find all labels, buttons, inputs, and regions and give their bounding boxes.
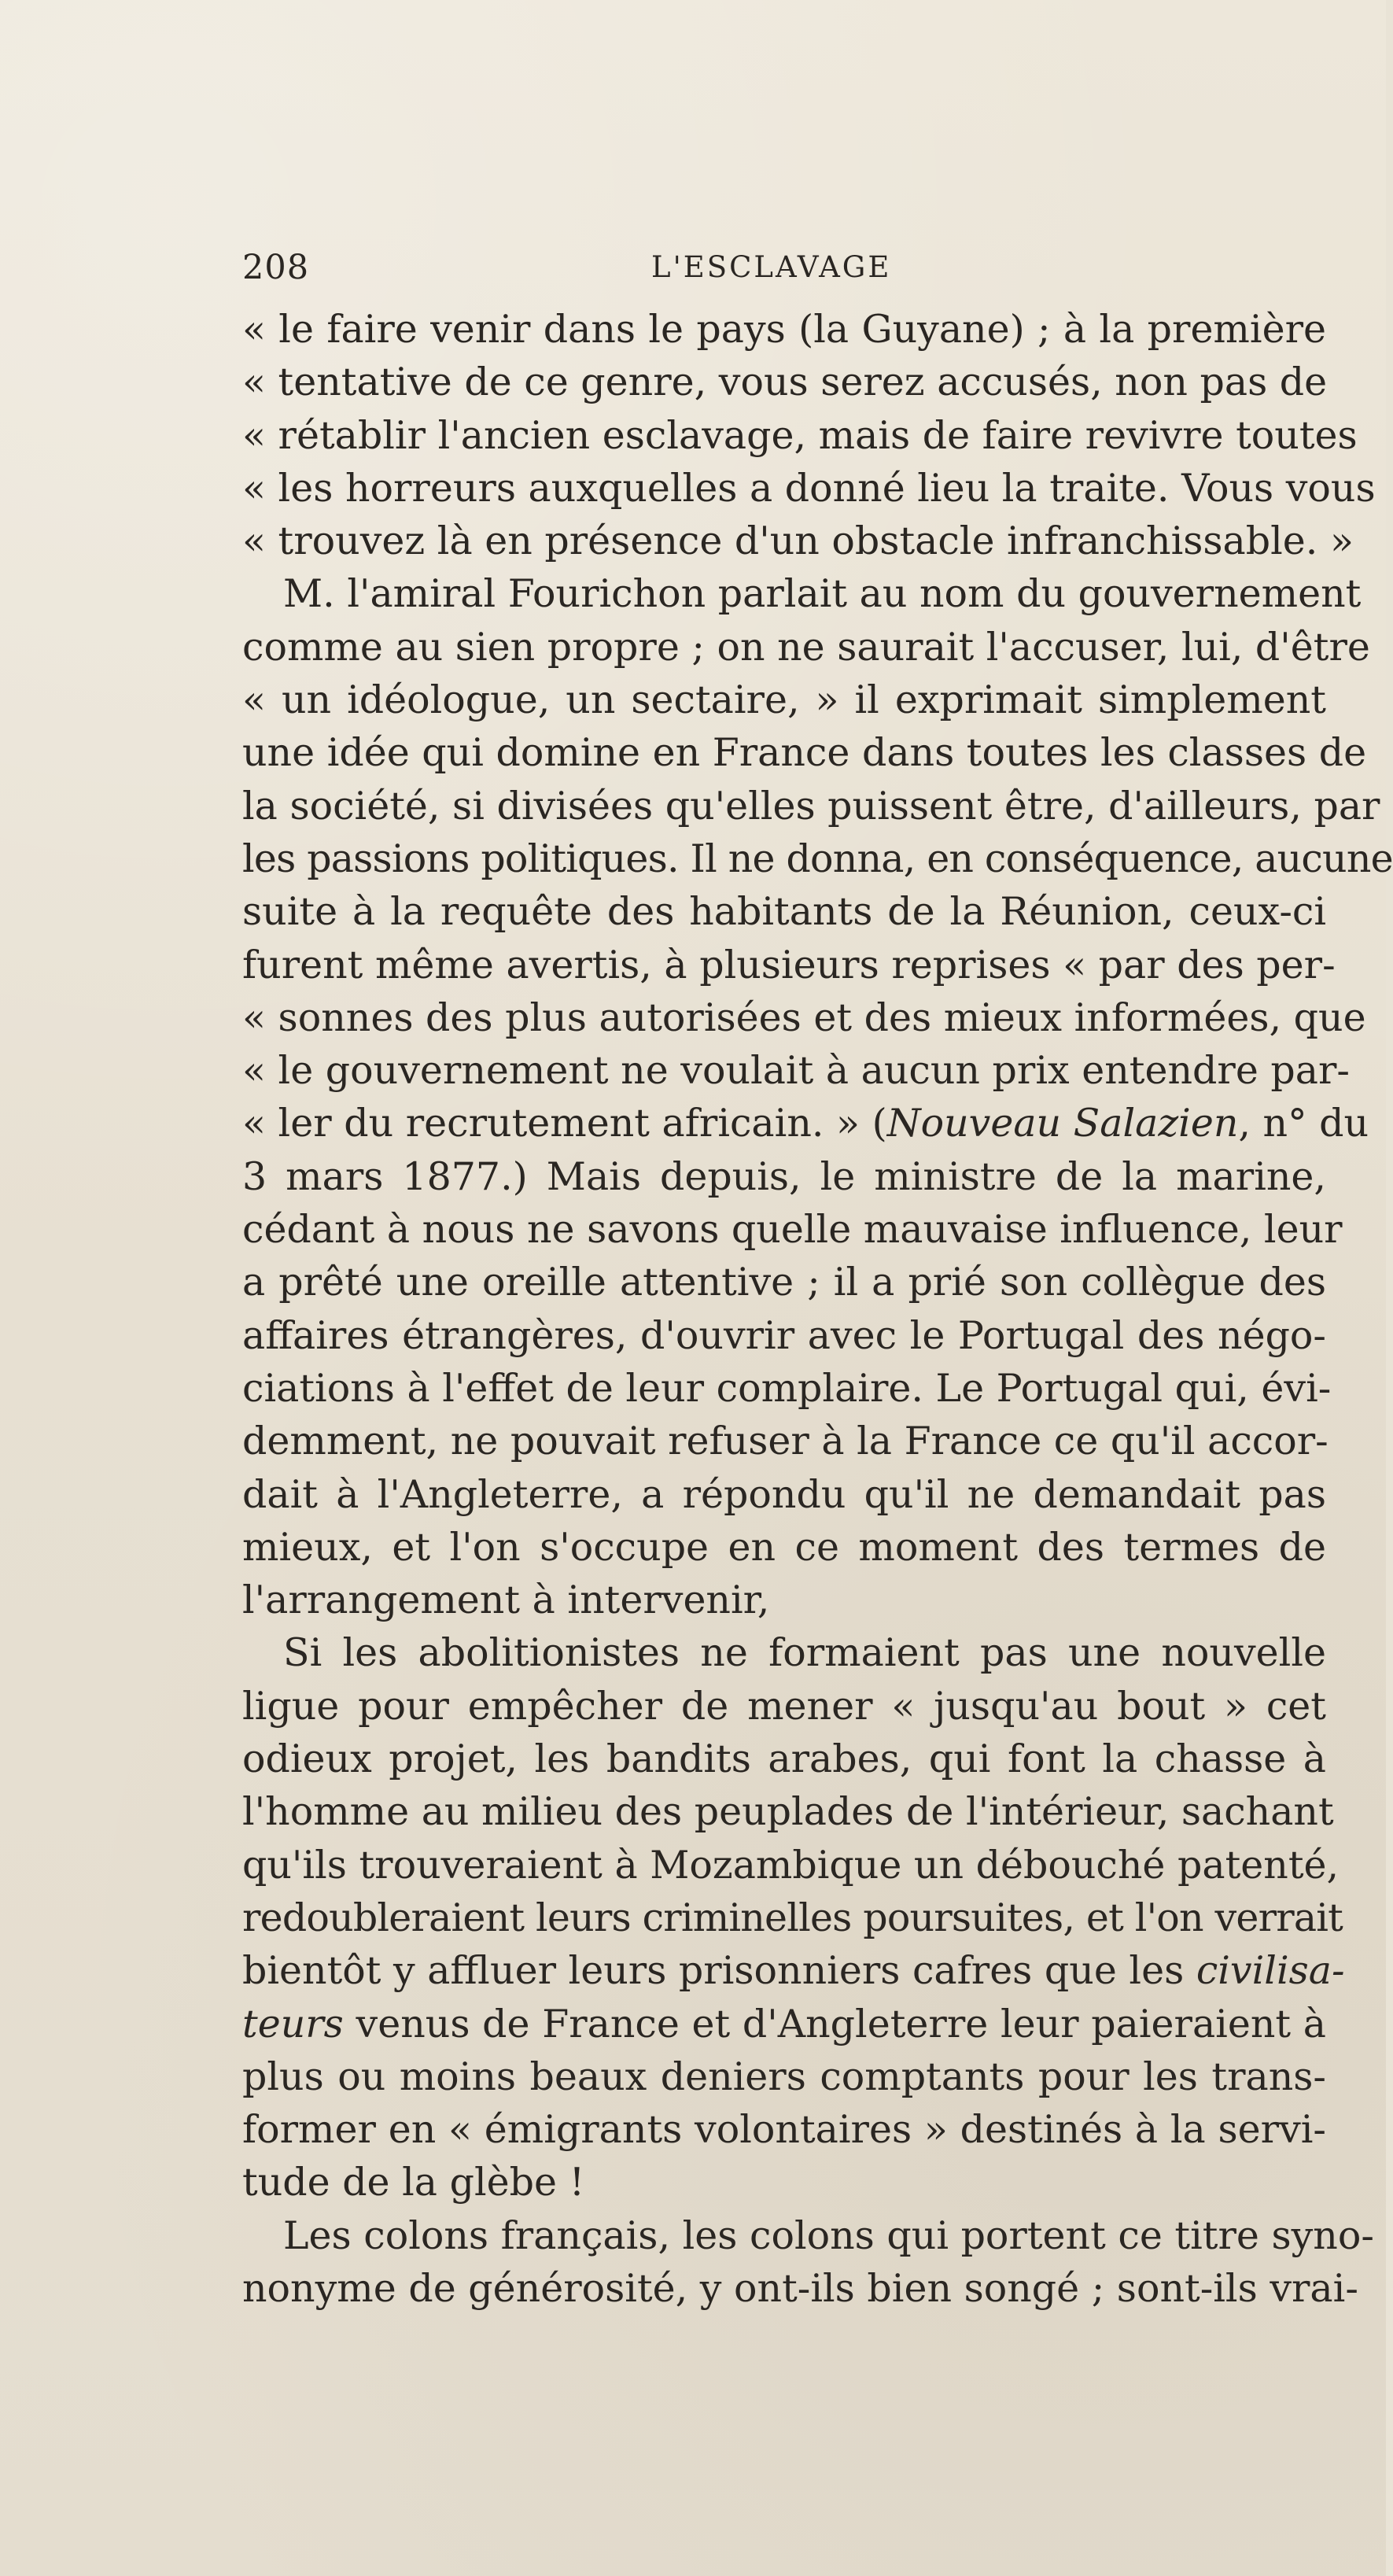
text-segment: « ler du recrutement africain. » ( — [242, 1101, 887, 1146]
text-line: furent même avertis, à plusieurs reprises « par des per- — [242, 942, 1336, 987]
page-body — [242, 303, 1393, 2315]
text-line: suite à la requête des habitants de la Réunion, ceux-ci — [242, 889, 1326, 935]
text-line-with-italic — [242, 1097, 1369, 1150]
text-line: « rétablir l'ancien esclavage, mais de faire revivre toutes — [242, 412, 1358, 458]
text-segment: bientôt y affluer leurs prisonniers cafres que les — [242, 1948, 1196, 1994]
text-line: a prêté une oreille attentive ; il a prié son collègue des — [242, 1260, 1326, 1305]
text-line: Si les abolitionistes ne formaient pas une nouvelle — [283, 1630, 1326, 1676]
text-line: Les colons français, les colons qui portent ce titre syno- — [283, 2212, 1374, 2258]
text-line: l'homme au milieu des peuplades de l'intérieur, sachant — [242, 1789, 1334, 1835]
text-line-with-italic — [242, 1998, 1326, 2050]
running-head: L'ESCLAVAGE — [651, 250, 892, 284]
italic-title: Nouveau Salazien — [886, 1101, 1239, 1146]
text-line: comme au sien propre ; on ne saurait l'accuser, lui, d'être — [242, 624, 1370, 670]
text-line: 3 mars 1877.) Mais depuis, le ministre de la marine, — [242, 1153, 1326, 1199]
text-line: « un idéologue, un sectaire, » il exprimait simplement — [242, 677, 1326, 723]
italic-word: civilisa- — [1196, 1948, 1345, 1994]
text-line: tude de la glèbe ! — [242, 2160, 585, 2205]
text-line: former en « émigrants volontaires » destinés à la servi- — [242, 2107, 1326, 2153]
text-line: la société, si divisées qu'elles puissent être, d'ailleurs, par — [242, 783, 1380, 829]
text-line-with-italic — [242, 1944, 1345, 1997]
text-line: « sonnes des plus autorisées et des mieux informées, que — [242, 995, 1366, 1040]
text-line: ligue pour empêcher de mener « jusqu'au bout » cet — [242, 1683, 1326, 1729]
text-line: odieux projet, les bandits arabes, qui font la chasse à — [242, 1736, 1326, 1782]
text-line: mieux, et l'on s'occupe en ce moment des termes de — [242, 1524, 1326, 1570]
page-header — [242, 240, 1328, 295]
text-line: l'arrangement à intervenir, — [242, 1578, 770, 1623]
text-line: « le faire venir dans le pays (la Guyane) ; à la première — [242, 307, 1326, 352]
text-line: dait à l'Angleterre, a répondu qu'il ne demandait pas — [242, 1471, 1326, 1517]
text-line: les passions politiques. Il ne donna, en conséquence, aucune — [242, 836, 1393, 881]
text-line: « trouvez là en présence d'un obstacle infranchissable. » — [242, 519, 1354, 564]
text-line: ciations à l'effet de leur complaire. Le Portugal qui, évi- — [242, 1365, 1332, 1411]
text-line: une idée qui domine en France dans toutes les classes de — [242, 730, 1367, 776]
text-line: « les horreurs auxquelles a donné lieu la traite. Vous vous — [242, 465, 1376, 511]
text-line: « tentative de ce genre, vous serez accusés, non pas de — [242, 360, 1328, 405]
text-line: « le gouvernement ne voulait à aucun prix entendre par- — [242, 1048, 1350, 1094]
text-line: affaires étrangères, d'ouvrir avec le Portugal des négo- — [242, 1312, 1326, 1358]
text-line: nonyme de générosité, y ont-ils bien songé ; sont-ils vrai- — [242, 2265, 1358, 2311]
text-segment: , n° du — [1238, 1101, 1369, 1146]
italic-word: teurs — [242, 2001, 344, 2046]
text-segment: venus de France et d'Angleterre leur paieraient à — [343, 2001, 1326, 2046]
text-line: demment, ne pouvait refuser à la France ce qu'il accor- — [242, 1419, 1329, 1464]
text-line: M. l'amiral Fourichon parlait au nom du gouvernement — [283, 571, 1362, 617]
page-number: 208 — [242, 248, 310, 287]
text-line: redoubleraient leurs criminelles poursuites, et l'on verrait — [242, 1895, 1343, 1940]
text-line: qu'ils trouveraient à Mozambique un débouché patenté, — [242, 1842, 1340, 1888]
text-line: cédant à nous ne savons quelle mauvaise influence, leur — [242, 1207, 1343, 1253]
text-line: plus ou moins beaux deniers comptants pour les trans- — [242, 2054, 1326, 2099]
